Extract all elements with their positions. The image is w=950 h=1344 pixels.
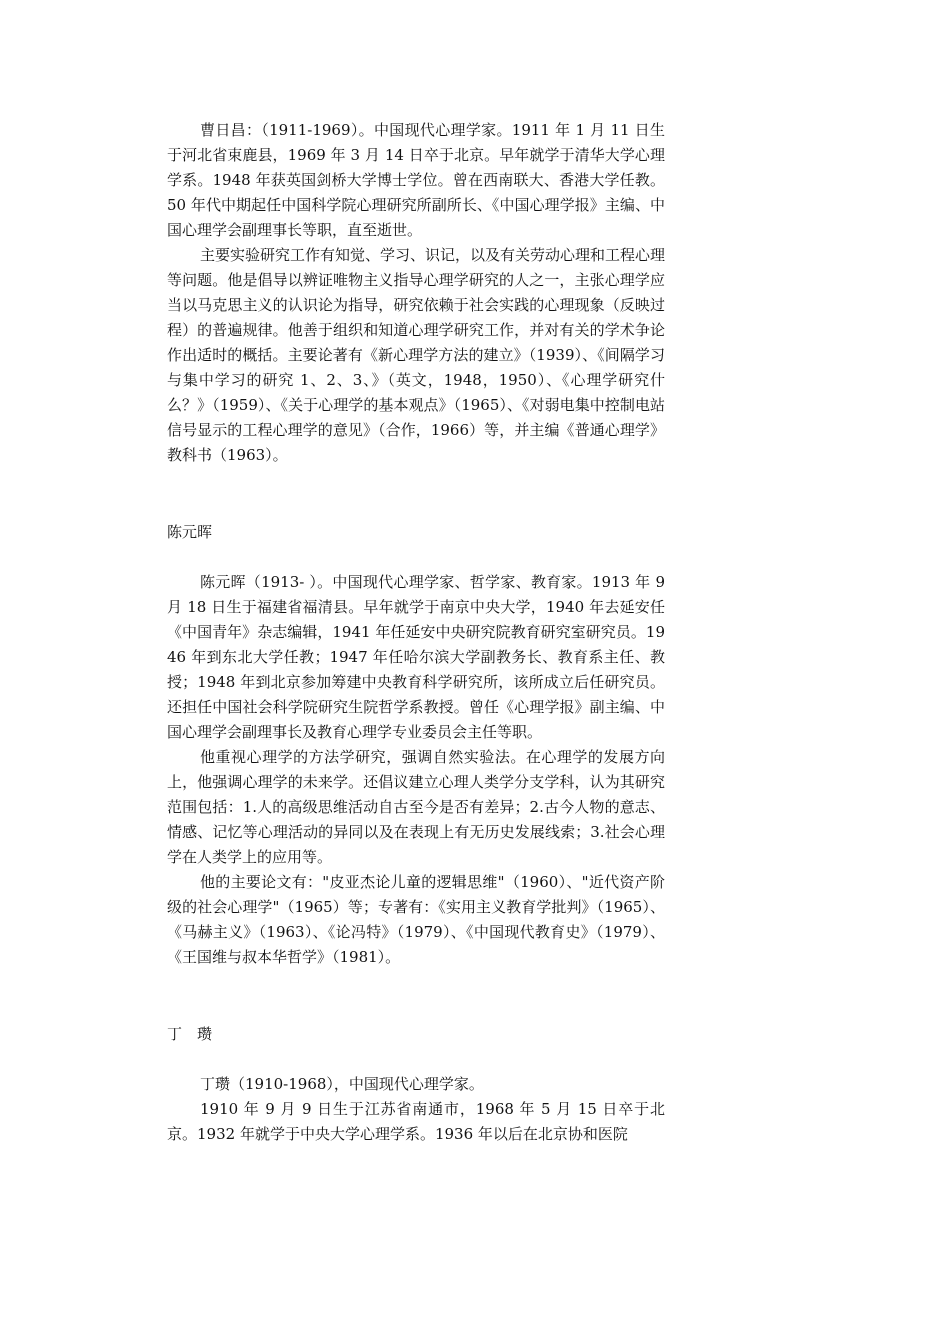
section-heading-chen-yuanhui: 陈元晖 [167,523,213,541]
paragraph-chen-yuanhui-methods: 他重视心理学的方法学研究，强调自然实验法。在心理学的发展方向上，他强调心理学的未来学。还倡议建立心理人类学分支学科，认为其研究范围包括：1.人的高级思维活动自古至今是否有差异；2.古今人物的意志、情感、记忆等心理活动的异同以及在表现上有无历史发展线索；3.社会心理学在人类学上的应用等。 [167,748,665,866]
paragraph-chen-yuanhui-bio: 陈元晖（1913- ）。中国现代心理学家、哲学家、教育家。1913 年 9 月 18 日生于福建省福清县。早年就学于南京中央大学，1940 年去延安任《中国青年》杂志编辑，1941 年任延安中央研究院教育研究室研究员。1946 年到东北大学任教；1947 年任哈尔滨大学副教务长、教育系主任、教授；1948 年到北京参加筹建中央教育科学研究所，该所成立后任研究员。还担任中国社会科学院研究生院哲学系教授。曾任《心理学报》副主编、中国心理学会副理事长及教育心理学专业委员会主任等职。 [167,573,665,741]
paragraph-ding-zan-intro: 丁瓒（1910-1968），中国现代心理学家。 [200,1075,484,1093]
paragraph-cao-richang-research: 主要实验研究工作有知觉、学习、识记，以及有关劳动心理和工程心理等问题。他是倡导以辨证唯物主义指导心理学研究的人之一，主张心理学应当以马克思主义的认识论为指导，研究依赖于社会实践的心理现象（反映过程）的普遍规律。他善于组织和知道心理学研究工作，并对有关的学术争论作出适时的概括。主要论著有《新心理学方法的建立》（1939）、《间隔学习与集中学习的研究 1、2、3、》（英文，1948，1950）、《心理学研究什么？》（1959）、《关于心理学的基本观点》（1965）、《对弱电集中控制电站信号显示的工程心理学的意见》（合作，1966）等，并主编《普通心理学》教科书（1963）。 [167,246,666,464]
section-heading-ding-zan: 丁 瓒 [167,1025,213,1043]
paragraph-chen-yuanhui-works: 他的主要论文有："皮亚杰论儿童的逻辑思维"（1960）、"近代资产阶级的社会心理学"（1965）等；专著有：《实用主义教育学批判》（1965）、《马赫主义》（1963）、《论冯特》（1979）、《中国现代教育史》（1979）、《王国维与叔本华哲学》（1981）。 [167,873,665,966]
paragraph-cao-richang-bio: 曹日昌：（1911-1969）。中国现代心理学家。1911 年 1 月 11 日生于河北省束鹿县，1969 年 3 月 14 日卒于北京。早年就学于清华大学心理学系。1948 年获英国剑桥大学博士学位。曾在西南联大、香港大学任教。50 年代中期起任中国科学院心理研究所副所长、《中国心理学报》主编、中国心理学会副理事长等职，直至逝世。 [167,121,665,239]
paragraph-ding-zan-bio: 1910 年 9 月 9 日生于江苏省南通市，1968 年 5 月 15 日卒于北京。1932 年就学于中央大学心理学系。1936 年以后在北京协和医院 [167,1100,665,1143]
document-body [167,118,665,1147]
